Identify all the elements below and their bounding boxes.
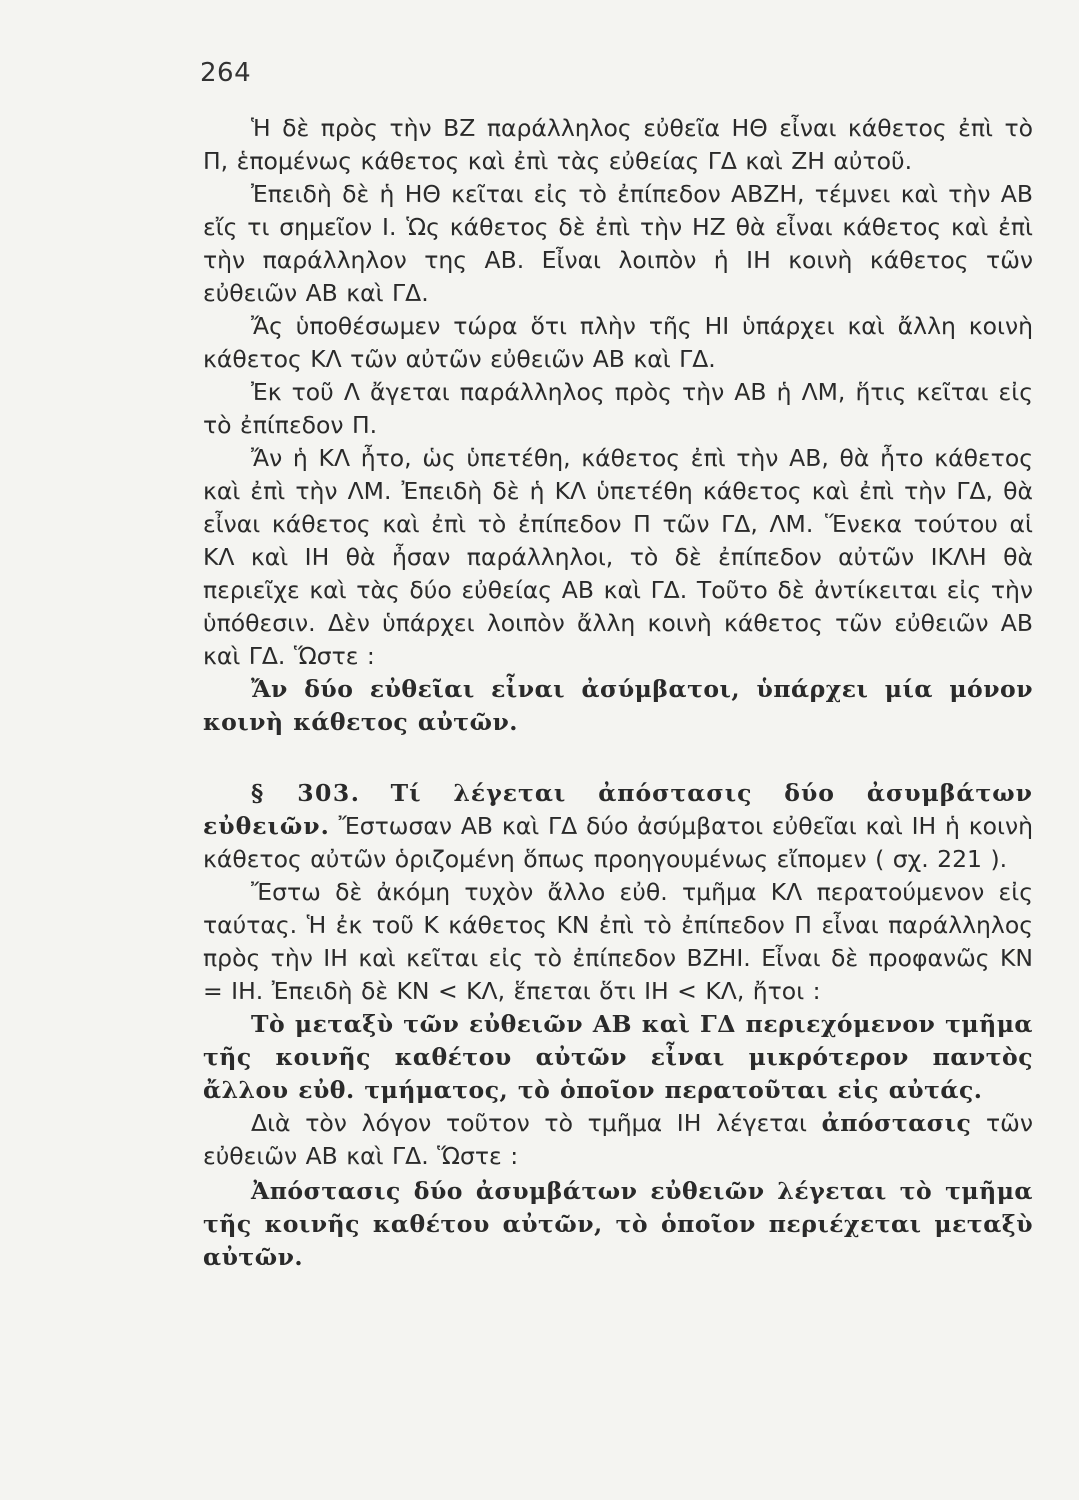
- property-statement: Τὸ μεταξὺ τῶν εὐθειῶν ΑΒ καὶ ΓΔ περιεχόμενον τμῆμα τῆς κοινῆς καθέτου αὐτῶν εἶναι μικρότερον παντὸς ἄλλου εὐθ. τμήματος, τὸ ὁποῖον περατοῦται εἰς αὐτάς.: [203, 1010, 1033, 1104]
- text-column: [203, 112, 1033, 1274]
- reason-term: ἀπόστασις: [821, 1109, 972, 1137]
- page-number: 264: [200, 58, 252, 88]
- paragraph-1: Ἡ δὲ πρὸς τὴν ΒΖ παράλληλος εὐθεῖα ΗΘ εἶναι κάθετος ἐπὶ τὸ Π, ἑπομένως κάθετος καὶ ἐπὶ τὰς εὐθείας ΓΔ καὶ ΖΗ αὐτοῦ.: [203, 114, 1033, 175]
- section-paragraph-1: Ἔστω δὲ ἀκόμη τυχὸν ἄλλο εὐθ. τμῆμα ΚΛ περατούμενον εἰς ταύτας. Ἡ ἐκ τοῦ Κ κάθετος ΚΝ ἐπὶ τὸ ἐπίπεδον Π εἶναι παράλληλος πρὸς τὴν ΙΗ καὶ κεῖται εἰς τὸ ἐπίπεδον ΒΖΗΙ. Εἶναι δὲ προφανῶς ΚΝ = ΙΗ. Ἐπειδὴ δὲ ΚΝ < ΚΛ, ἕπεται ὅτι ΙΗ < ΚΛ, ἤτοι :: [203, 878, 1033, 1005]
- reason-paragraph: [203, 1107, 1033, 1173]
- paragraph-4: Ἐκ τοῦ Λ ἄγεται παράλληλος πρὸς τὴν ΑΒ ἡ ΛΜ, ἥτις κεῖται εἰς τὸ ἐπίπεδον Π.: [203, 378, 1033, 439]
- section-303: [203, 777, 1033, 876]
- section-number: § 303.: [251, 779, 361, 807]
- definition-statement: Ἀπόστασις δύο ἀσυμβάτων εὐθειῶν λέγεται τὸ τμῆμα τῆς κοινῆς καθέτου αὐτῶν, τὸ ὁποῖον περιέχεται μεταξὺ αὐτῶν.: [203, 1177, 1033, 1271]
- paragraph-2: Ἐπειδὴ δὲ ἡ ΗΘ κεῖται εἰς τὸ ἐπίπεδον ΑΒΖΗ, τέμνει καὶ τὴν ΑΒ εἴς τι σημεῖον Ι. Ὡς κάθετος δὲ ἐπὶ τὴν ΗΖ θὰ εἶναι κάθετος καὶ ἐπὶ τὴν παράλληλον της ΑΒ. Εἶναι λοιπὸν ἡ ΙΗ κοινὴ κάθετος τῶν εὐθειῶν ΑΒ καὶ ΓΔ.: [203, 180, 1033, 307]
- section-first-text: Ἔστωσαν ΑΒ καὶ ΓΔ δύο ἀσύμβατοι εὐθεῖαι καὶ ΙΗ ἡ κοινὴ κάθετος αὐτῶν ὁριζομένη ὅπως προηγουμένως εἴπομεν ( σχ. 221 ).: [203, 812, 1033, 873]
- paragraph-5: Ἄν ἡ ΚΛ ἦτο, ὡς ὑπετέθη, κάθετος ἐπὶ τὴν ΑΒ, θὰ ἦτο κάθετος καὶ ἐπὶ τὴν ΛΜ. Ἐπειδὴ δὲ ἡ ΚΛ ὑπετέθη κάθετος καὶ ἐπὶ τὴν ΓΔ, θὰ εἶναι κάθετος καὶ ἐπὶ τὸ ἐπίπεδον Π τῶν ΓΔ, ΛΜ. Ἕνεκα τούτου αἱ ΚΛ καὶ ΙΗ θὰ ἦσαν παράλληλοι, τὸ δὲ ἐπίπεδον αὐτῶν ΙΚΛΗ θὰ περιεῖχε καὶ τὰς δύο εὐθείας ΑΒ καὶ ΓΔ. Τοῦτο δὲ ἀντίκειται εἰς τὴν ὑπόθεσιν. Δὲν ὑπάρχει λοιπὸν ἄλλη κοινὴ κάθετος τῶν εὐθειῶν ΑΒ καὶ ΓΔ. Ὥστε :: [203, 444, 1033, 670]
- section-spacer: [203, 739, 1033, 777]
- reason-post: τῶν εὐθειῶν ΑΒ καὶ ΓΔ. Ὥστε :: [203, 1109, 1033, 1170]
- reason-pre: Διὰ τὸν λόγον τοῦτον τὸ τμῆμα ΙΗ λέγεται: [251, 1109, 807, 1137]
- section-title: Τί λέγεται ἀπόστασις δύο ἀσυμβάτων εὐθειῶν.: [203, 779, 1033, 840]
- paragraph-3: Ἄς ὑποθέσωμεν τώρα ὅτι πλὴν τῆς ΗΙ ὑπάρχει καὶ ἄλλη κοινὴ κάθετος ΚΛ τῶν αὐτῶν εὐθειῶν ΑΒ καὶ ΓΔ.: [203, 312, 1033, 373]
- theorem-statement: Ἄν δύο εὐθεῖαι εἶναι ἀσύμβατοι, ὑπάρχει μία μόνον κοινὴ κάθετος αὐτῶν.: [203, 675, 1033, 736]
